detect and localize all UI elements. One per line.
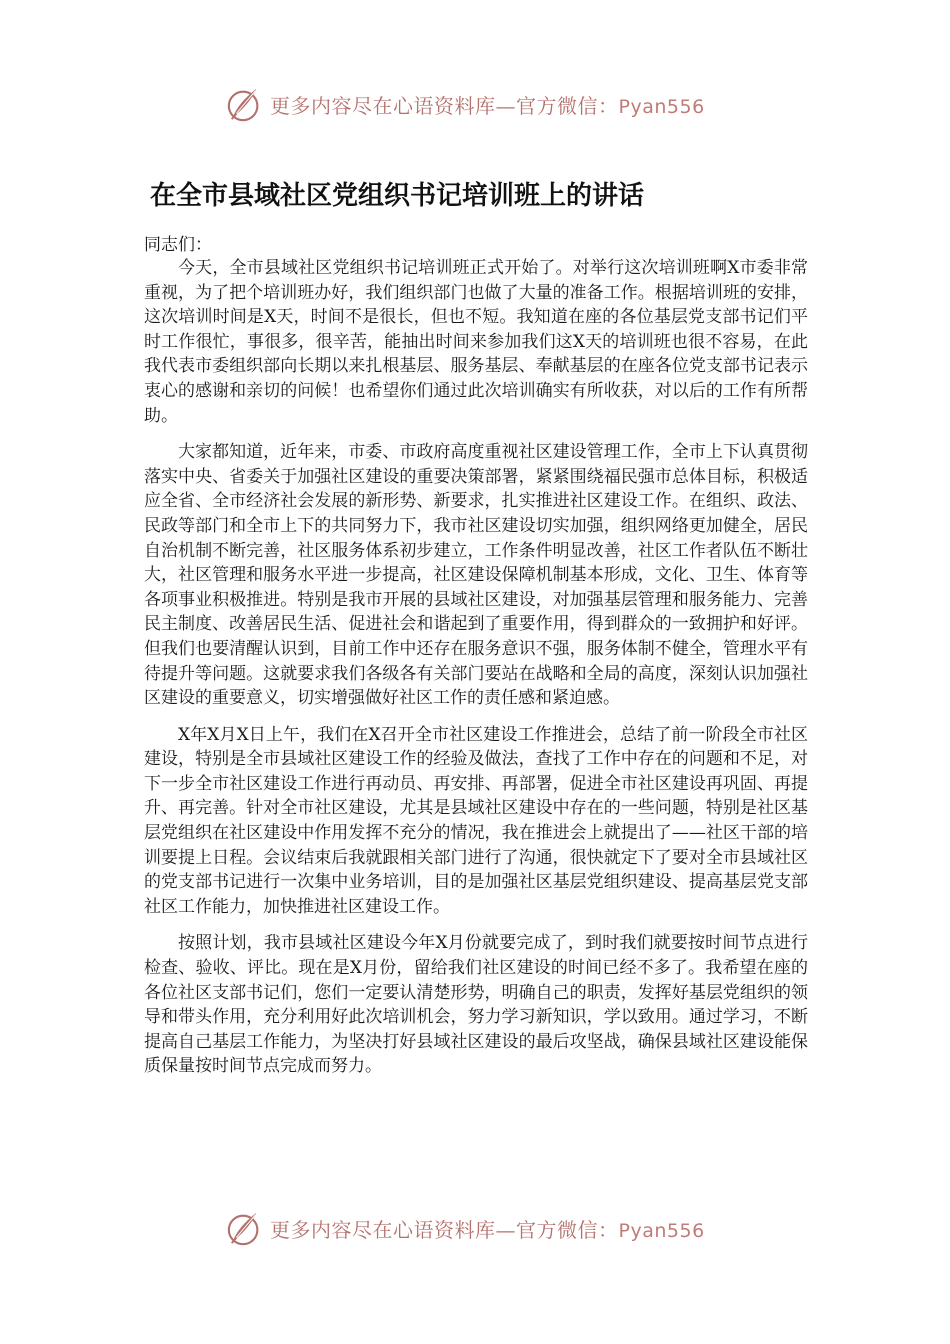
wechat-id: Pyan556: [618, 1219, 705, 1242]
salutation: 同志们：: [144, 235, 212, 255]
paragraph-2: 大家都知道，近年来，市委、市政府高度重视社区建设管理工作，全市上下认真贯彻落实中央、省委关于加强社区建设的重要决策部署，紧紧围绕福民强市总体目标，积极适应全省、全市经济社会发展的新形势、新要求，扎实推进社区建设工作。在组织、政法、民政等部门和全市上下的共同努力下，我市社区建设切实加强，组织网络更加健全，居民自治机制不断完善，社区服务体系初步建立，工作条件明显改善，社区工作者队伍不断壮大，社区管理和服务水平进一步提高，社区建设保障机制基本形成，文化、卫生、体育等各项事业积极推进。特别是我市开展的县域社区建设，对加强基层管理和服务能力、完善民主制度、改善居民生活、促进社会和谐起到了重要作用，得到群众的一致拥护和好评。但我们也要清醒认识到，目前工作中还存在服务意识不强，服务体制不健全，管理水平有待提升等问题。这就要求我们各级各有关部门要站在战略和全局的高度，深刻认识加强社区建设的重要意义，切实增强做好社区工作的责任感和紧迫感。: [144, 442, 808, 709]
watermark-banner-bottom: [226, 1208, 746, 1248]
paragraph-1: 今天，全市县域社区党组织书记培训班正式开始了。对举行这次培训班啊X市委非常重视，为了把个培训班办好，我们组织部门也做了大量的准备工作。根据培训班的安排，这次培训时间是X天，时间不是很长，但也不短。我知道在座的各位基层党支部书记们平时工作很忙，事很多，很辛苦，能抽出时间来参加我们这X天的培训班也很不容易，在此我代表市委组织部向长期以来扎根基层、服务基层、奉献基层的在座各位党支部书记表示衷心的感谢和亲切的问候！也希望你们通过此次培训确实有所收获，对以后的工作有所帮助。: [144, 258, 808, 426]
watermark-banner-top: [226, 84, 746, 124]
paragraph-3: X年X月X日上午，我们在X召开全市社区建设工作推进会，总结了前一阶段全市社区建设，特别是全市县域社区建设工作的经验及做法，查找了工作中存在的问题和不足，对下一步全市社区建设工作进行再动员、再安排、再部署，促进全市社区建设再巩固、再提升、再完善。针对全市社区建设，尤其是县域社区建设中存在的一些问题，特别是社区基层党组织在社区建设中作用发挥不充分的情况，我在推进会上就提出了——社区干部的培训要提上日程。会议结束后我就跟相关部门进行了沟通，很快就定下了要对全市县域社区的党支部书记进行一次集中业务培训，目的是加强社区基层党组织建设、提高基层党支部社区工作能力，加快推进社区建设工作。: [144, 724, 808, 917]
paragraph-4: 按照计划，我市县域社区建设今年X月份就要完成了，到时我们就要按时间节点进行检查、验收、评比。现在是X月份，留给我们社区建设的时间已经不多了。我希望在座的各位社区支部书记们，您们一定要认清楚形势，明确自己的职责，发挥好基层党组织的领导和带头作用，充分利用好此次培训机会，努力学习新知识，学以致用。通过学习，不断提高自己基层工作能力，为坚决打好县域社区建设的最后攻坚战，确保县域社区建设能保质保量按时间节点完成而努力。: [144, 933, 808, 1077]
quill-logo-icon: [226, 85, 264, 123]
document-body: [144, 256, 808, 1091]
watermark-text: 更多内容尽在心语资料库—官方微信：Pyan556: [270, 93, 705, 118]
document-title: 在全市县域社区党组织书记培训班上的讲话: [150, 181, 645, 211]
wechat-id: Pyan556: [618, 95, 705, 118]
watermark-text: 更多内容尽在心语资料库—官方微信：Pyan556: [270, 1217, 705, 1242]
quill-logo-icon: [226, 1209, 264, 1247]
